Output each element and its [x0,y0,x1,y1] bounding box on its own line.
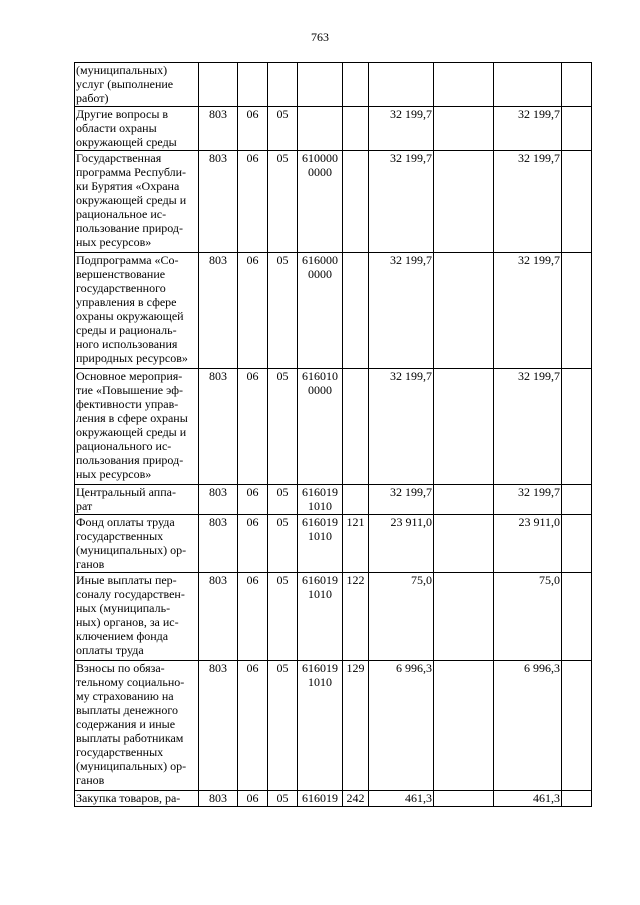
row-amount-1 [369,63,434,107]
page-number: 763 [311,30,329,44]
row-csr: 616019 1010 [298,515,343,573]
row-name: Основное мероприя- тие «Повышение эф- фективности управ- ления в сфере охраны окружающей среды и рационального ис- пользования природ- ных ресурсов» [75,369,199,485]
row-vr [343,369,369,485]
row-amount-4 [562,253,592,369]
row-amount-3: 32 199,7 [494,253,562,369]
row-amount-1: 32 199,7 [369,485,434,515]
row-amount-3: 6 996,3 [494,661,562,791]
row-gr: 803 [199,253,238,369]
table-row [75,515,592,573]
row-amount-2 [434,63,494,107]
row-amount-1: 32 199,7 [369,253,434,369]
budget-table [74,62,592,807]
row-gr: 803 [199,485,238,515]
row-name: Государственная программа Республи- ки Бурятия «Охрана окружающей среды и рациональное ис- пользование природ- ных ресурсов» [75,151,199,253]
row-gr: 803 [199,661,238,791]
row-vr: 122 [343,573,369,661]
row-name: Закупка товаров, ра- [75,791,199,807]
table-row [75,573,592,661]
row-amount-2 [434,661,494,791]
table-row [75,369,592,485]
row-csr: 616000 0000 [298,253,343,369]
row-vr [343,485,369,515]
row-rz: 06 [238,573,268,661]
row-csr: 616019 [298,791,343,807]
row-gr: 803 [199,791,238,807]
row-amount-3: 32 199,7 [494,369,562,485]
row-pr: 05 [268,661,298,791]
row-amount-2 [434,107,494,151]
row-rz: 06 [238,791,268,807]
row-vr [343,151,369,253]
table-row [75,485,592,515]
row-rz: 06 [238,485,268,515]
row-pr: 05 [268,485,298,515]
row-name: Другие вопросы в области охраны окружающей среды [75,107,199,151]
row-amount-2 [434,151,494,253]
row-vr [343,253,369,369]
row-name: Взносы по обяза- тельному социально- му страхованию на выплаты денежного содержания и иные выплаты работникам государственных (муниципальных) ор- ганов [75,661,199,791]
row-amount-4 [562,661,592,791]
row-vr [343,107,369,151]
row-amount-3: 32 199,7 [494,485,562,515]
row-vr: 242 [343,791,369,807]
row-amount-4 [562,515,592,573]
row-name: Центральный аппа- рат [75,485,199,515]
row-rz: 06 [238,661,268,791]
row-vr: 129 [343,661,369,791]
row-csr: 616019 1010 [298,485,343,515]
row-amount-1: 6 996,3 [369,661,434,791]
row-csr: 616010 0000 [298,369,343,485]
row-amount-4 [562,63,592,107]
row-amount-3: 32 199,7 [494,151,562,253]
row-pr: 05 [268,791,298,807]
row-amount-1: 23 911,0 [369,515,434,573]
table-row [75,791,592,807]
row-amount-3: 75,0 [494,573,562,661]
row-name: (муниципальных) услуг (выполнение работ) [75,63,199,107]
row-pr: 05 [268,151,298,253]
row-vr [343,63,369,107]
row-gr: 803 [199,515,238,573]
row-gr [199,63,238,107]
row-pr: 05 [268,107,298,151]
row-name: Фонд оплаты труда государственных (муниципальных) ор- ганов [75,515,199,573]
row-amount-3: 32 199,7 [494,107,562,151]
row-pr [268,63,298,107]
row-gr: 803 [199,369,238,485]
row-amount-1: 32 199,7 [369,369,434,485]
row-rz: 06 [238,151,268,253]
row-rz: 06 [238,253,268,369]
row-amount-2 [434,791,494,807]
row-vr: 121 [343,515,369,573]
row-amount-2 [434,515,494,573]
row-amount-2 [434,253,494,369]
row-csr: 616019 1010 [298,661,343,791]
row-pr: 05 [268,515,298,573]
row-amount-4 [562,791,592,807]
table-row [75,151,592,253]
table-row [75,63,592,107]
row-pr: 05 [268,253,298,369]
row-amount-4 [562,369,592,485]
row-amount-3: 23 911,0 [494,515,562,573]
row-gr: 803 [199,107,238,151]
row-amount-4 [562,485,592,515]
table-row [75,107,592,151]
table-row [75,253,592,369]
row-amount-2 [434,369,494,485]
row-name: Подпрограмма «Со- вершенствование государственного управления в сфере охраны окружающей среды и рациональ- ного использования природных ресурсов» [75,253,199,369]
row-amount-1: 461,3 [369,791,434,807]
row-gr: 803 [199,151,238,253]
row-amount-1: 32 199,7 [369,151,434,253]
row-amount-4 [562,573,592,661]
row-amount-4 [562,151,592,253]
row-rz: 06 [238,515,268,573]
row-csr: 610000 0000 [298,151,343,253]
row-pr: 05 [268,573,298,661]
row-amount-3 [494,63,562,107]
row-csr [298,107,343,151]
row-rz: 06 [238,107,268,151]
row-csr [298,63,343,107]
row-rz: 06 [238,369,268,485]
row-rz [238,63,268,107]
row-amount-4 [562,107,592,151]
row-gr: 803 [199,573,238,661]
table-row [75,661,592,791]
row-amount-3: 461,3 [494,791,562,807]
row-name: Иные выплаты пер- соналу государствен- ных (муниципаль- ных) органов, за ис- ключением фонда оплаты труда [75,573,199,661]
row-amount-2 [434,485,494,515]
row-amount-1: 75,0 [369,573,434,661]
row-pr: 05 [268,369,298,485]
row-csr: 616019 1010 [298,573,343,661]
row-amount-1: 32 199,7 [369,107,434,151]
row-amount-2 [434,573,494,661]
